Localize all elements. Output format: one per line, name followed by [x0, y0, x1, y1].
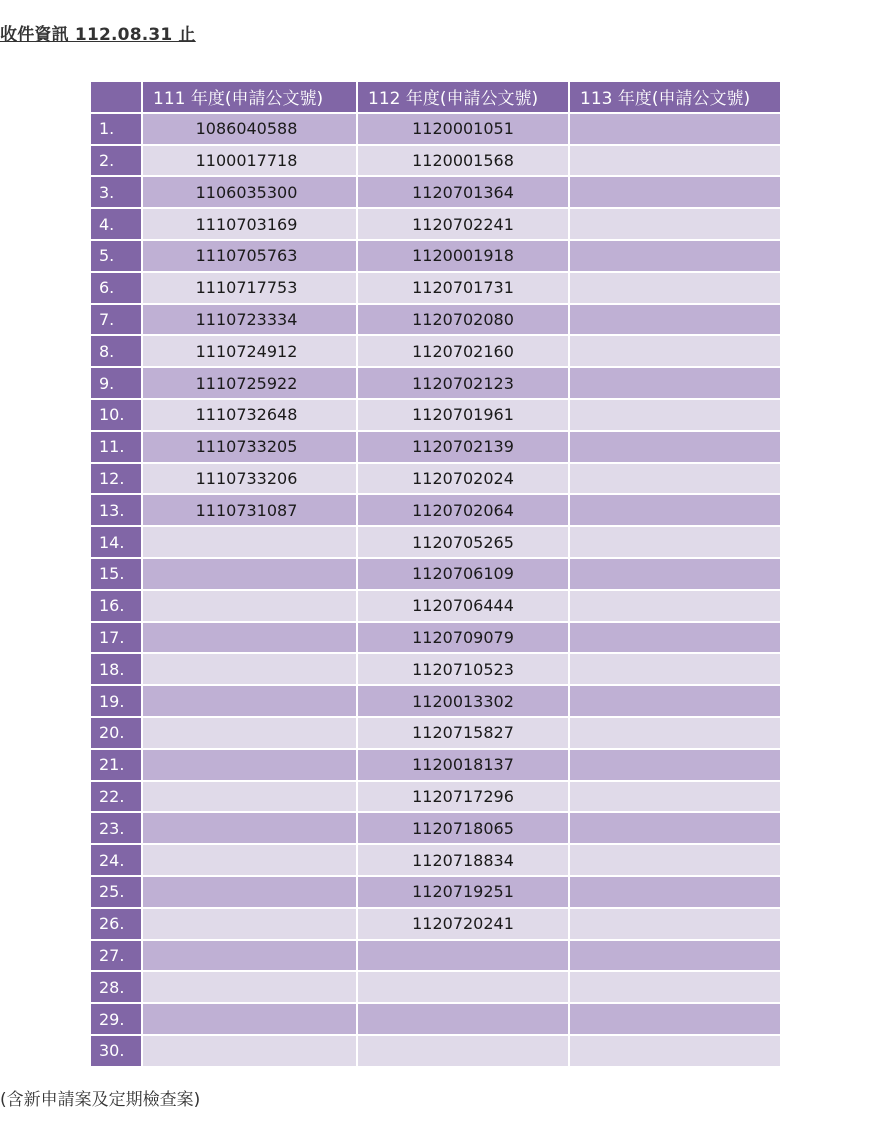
- row-number: 29.: [91, 1004, 141, 1034]
- row-number: 16.: [91, 591, 141, 621]
- cell-113: [570, 209, 780, 239]
- cell-113: [570, 750, 780, 780]
- cell-113: [570, 495, 780, 525]
- cell-113: [570, 464, 780, 494]
- row-number: 22.: [91, 782, 141, 812]
- cell-111: 1110733205: [143, 432, 356, 462]
- table-row: [91, 209, 780, 239]
- cell-112: 1120709079: [358, 623, 568, 653]
- row-number: 28.: [91, 972, 141, 1002]
- row-number: 14.: [91, 527, 141, 557]
- row-number: 24.: [91, 845, 141, 875]
- row-number: 21.: [91, 750, 141, 780]
- cell-112: 1120018137: [358, 750, 568, 780]
- cell-113: [570, 273, 780, 303]
- cell-111: [143, 782, 356, 812]
- cell-112: 1120706444: [358, 591, 568, 621]
- cell-111: [143, 718, 356, 748]
- cell-113: [570, 941, 780, 971]
- table-row: [91, 1004, 780, 1034]
- cell-111: [143, 686, 356, 716]
- table-header-row: [91, 82, 780, 112]
- cell-113: [570, 368, 780, 398]
- row-number: 30.: [91, 1036, 141, 1066]
- cell-112: 1120718834: [358, 845, 568, 875]
- table-row: [91, 273, 780, 303]
- cell-113: [570, 782, 780, 812]
- cell-112: 1120702123: [358, 368, 568, 398]
- row-number: 4.: [91, 209, 141, 239]
- cell-111: 1110733206: [143, 464, 356, 494]
- table-row: [91, 1036, 780, 1066]
- cell-111: [143, 527, 356, 557]
- cell-111: [143, 941, 356, 971]
- cell-112: 1120715827: [358, 718, 568, 748]
- row-number: 15.: [91, 559, 141, 589]
- cell-112: 1120702080: [358, 305, 568, 335]
- header-113: 113 年度(申請公文號): [570, 82, 780, 112]
- table-row: [91, 909, 780, 939]
- cell-113: [570, 591, 780, 621]
- cell-113: [570, 177, 780, 207]
- table-row: [91, 877, 780, 907]
- header-corner-cell: [91, 82, 141, 112]
- row-number: 13.: [91, 495, 141, 525]
- cell-111: [143, 1004, 356, 1034]
- table-row: [91, 559, 780, 589]
- table-row: [91, 750, 780, 780]
- cell-111: 1110725922: [143, 368, 356, 398]
- cell-111: [143, 877, 356, 907]
- cell-111: 1110723334: [143, 305, 356, 335]
- cell-113: [570, 718, 780, 748]
- row-number: 1.: [91, 114, 141, 144]
- table-row: [91, 527, 780, 557]
- table-row: [91, 718, 780, 748]
- cell-113: [570, 336, 780, 366]
- cell-112: 1120718065: [358, 813, 568, 843]
- cell-112: [358, 941, 568, 971]
- cell-113: [570, 1036, 780, 1066]
- cell-113: [570, 527, 780, 557]
- row-number: 6.: [91, 273, 141, 303]
- table-row: [91, 782, 780, 812]
- cell-112: 1120720241: [358, 909, 568, 939]
- cell-112: 1120705265: [358, 527, 568, 557]
- cell-113: [570, 623, 780, 653]
- row-number: 5.: [91, 241, 141, 271]
- row-number: 20.: [91, 718, 141, 748]
- table-row: [91, 623, 780, 653]
- cell-111: [143, 972, 356, 1002]
- row-number: 27.: [91, 941, 141, 971]
- application-table: [89, 80, 782, 1068]
- table-row: [91, 177, 780, 207]
- cell-113: [570, 813, 780, 843]
- cell-111: [143, 591, 356, 621]
- cell-112: 1120702139: [358, 432, 568, 462]
- table-row: [91, 241, 780, 271]
- table-row: [91, 432, 780, 462]
- cell-111: [143, 1036, 356, 1066]
- table-row: [91, 368, 780, 398]
- cell-112: 1120013302: [358, 686, 568, 716]
- table-row: [91, 495, 780, 525]
- table-row: [91, 654, 780, 684]
- table-row: [91, 400, 780, 430]
- row-number: 26.: [91, 909, 141, 939]
- table-row: [91, 813, 780, 843]
- cell-111: 1110732648: [143, 400, 356, 430]
- cell-112: 1120001918: [358, 241, 568, 271]
- row-number: 7.: [91, 305, 141, 335]
- row-number: 17.: [91, 623, 141, 653]
- cell-112: [358, 1004, 568, 1034]
- table-body: [91, 114, 780, 1066]
- row-number: 25.: [91, 877, 141, 907]
- cell-112: 1120702241: [358, 209, 568, 239]
- row-number: 9.: [91, 368, 141, 398]
- table-row: [91, 336, 780, 366]
- row-number: 8.: [91, 336, 141, 366]
- cell-111: 1110731087: [143, 495, 356, 525]
- footnote: (含新申請案及定期檢查案): [0, 1090, 201, 1110]
- page-title: 收件資訊 112.08.31 止: [0, 25, 196, 45]
- cell-112: 1120719251: [358, 877, 568, 907]
- cell-113: [570, 241, 780, 271]
- cell-112: 1120702160: [358, 336, 568, 366]
- cell-113: [570, 686, 780, 716]
- cell-112: 1120701364: [358, 177, 568, 207]
- table-row: [91, 686, 780, 716]
- header-111: 111 年度(申請公文號): [143, 82, 356, 112]
- cell-111: 1110703169: [143, 209, 356, 239]
- row-number: 19.: [91, 686, 141, 716]
- cell-113: [570, 909, 780, 939]
- cell-111: 1100017718: [143, 146, 356, 176]
- cell-112: 1120710523: [358, 654, 568, 684]
- cell-112: 1120702024: [358, 464, 568, 494]
- table-row: [91, 941, 780, 971]
- cell-113: [570, 146, 780, 176]
- cell-111: [143, 750, 356, 780]
- cell-113: [570, 972, 780, 1002]
- cell-111: [143, 909, 356, 939]
- cell-111: [143, 845, 356, 875]
- table-row: [91, 305, 780, 335]
- cell-111: 1110705763: [143, 241, 356, 271]
- cell-113: [570, 114, 780, 144]
- row-number: 3.: [91, 177, 141, 207]
- row-number: 2.: [91, 146, 141, 176]
- row-number: 10.: [91, 400, 141, 430]
- cell-113: [570, 1004, 780, 1034]
- cell-112: 1120001568: [358, 146, 568, 176]
- cell-112: 1120702064: [358, 495, 568, 525]
- cell-111: 1110717753: [143, 273, 356, 303]
- table-row: [91, 464, 780, 494]
- cell-111: [143, 813, 356, 843]
- cell-112: 1120717296: [358, 782, 568, 812]
- row-number: 12.: [91, 464, 141, 494]
- cell-112: 1120701731: [358, 273, 568, 303]
- cell-111: [143, 559, 356, 589]
- table-row: [91, 146, 780, 176]
- application-table-wrapper: [89, 80, 782, 1068]
- cell-113: [570, 305, 780, 335]
- table-row: [91, 114, 780, 144]
- cell-113: [570, 432, 780, 462]
- cell-112: 1120706109: [358, 559, 568, 589]
- cell-112: [358, 1036, 568, 1066]
- cell-113: [570, 877, 780, 907]
- table-row: [91, 845, 780, 875]
- cell-111: 1110724912: [143, 336, 356, 366]
- cell-111: [143, 623, 356, 653]
- header-112: 112 年度(申請公文號): [358, 82, 568, 112]
- row-number: 23.: [91, 813, 141, 843]
- cell-111: [143, 654, 356, 684]
- row-number: 18.: [91, 654, 141, 684]
- cell-111: 1106035300: [143, 177, 356, 207]
- table-row: [91, 591, 780, 621]
- cell-112: 1120001051: [358, 114, 568, 144]
- cell-113: [570, 400, 780, 430]
- table-row: [91, 972, 780, 1002]
- cell-111: 1086040588: [143, 114, 356, 144]
- cell-113: [570, 654, 780, 684]
- cell-113: [570, 845, 780, 875]
- cell-112: [358, 972, 568, 1002]
- cell-112: 1120701961: [358, 400, 568, 430]
- cell-113: [570, 559, 780, 589]
- row-number: 11.: [91, 432, 141, 462]
